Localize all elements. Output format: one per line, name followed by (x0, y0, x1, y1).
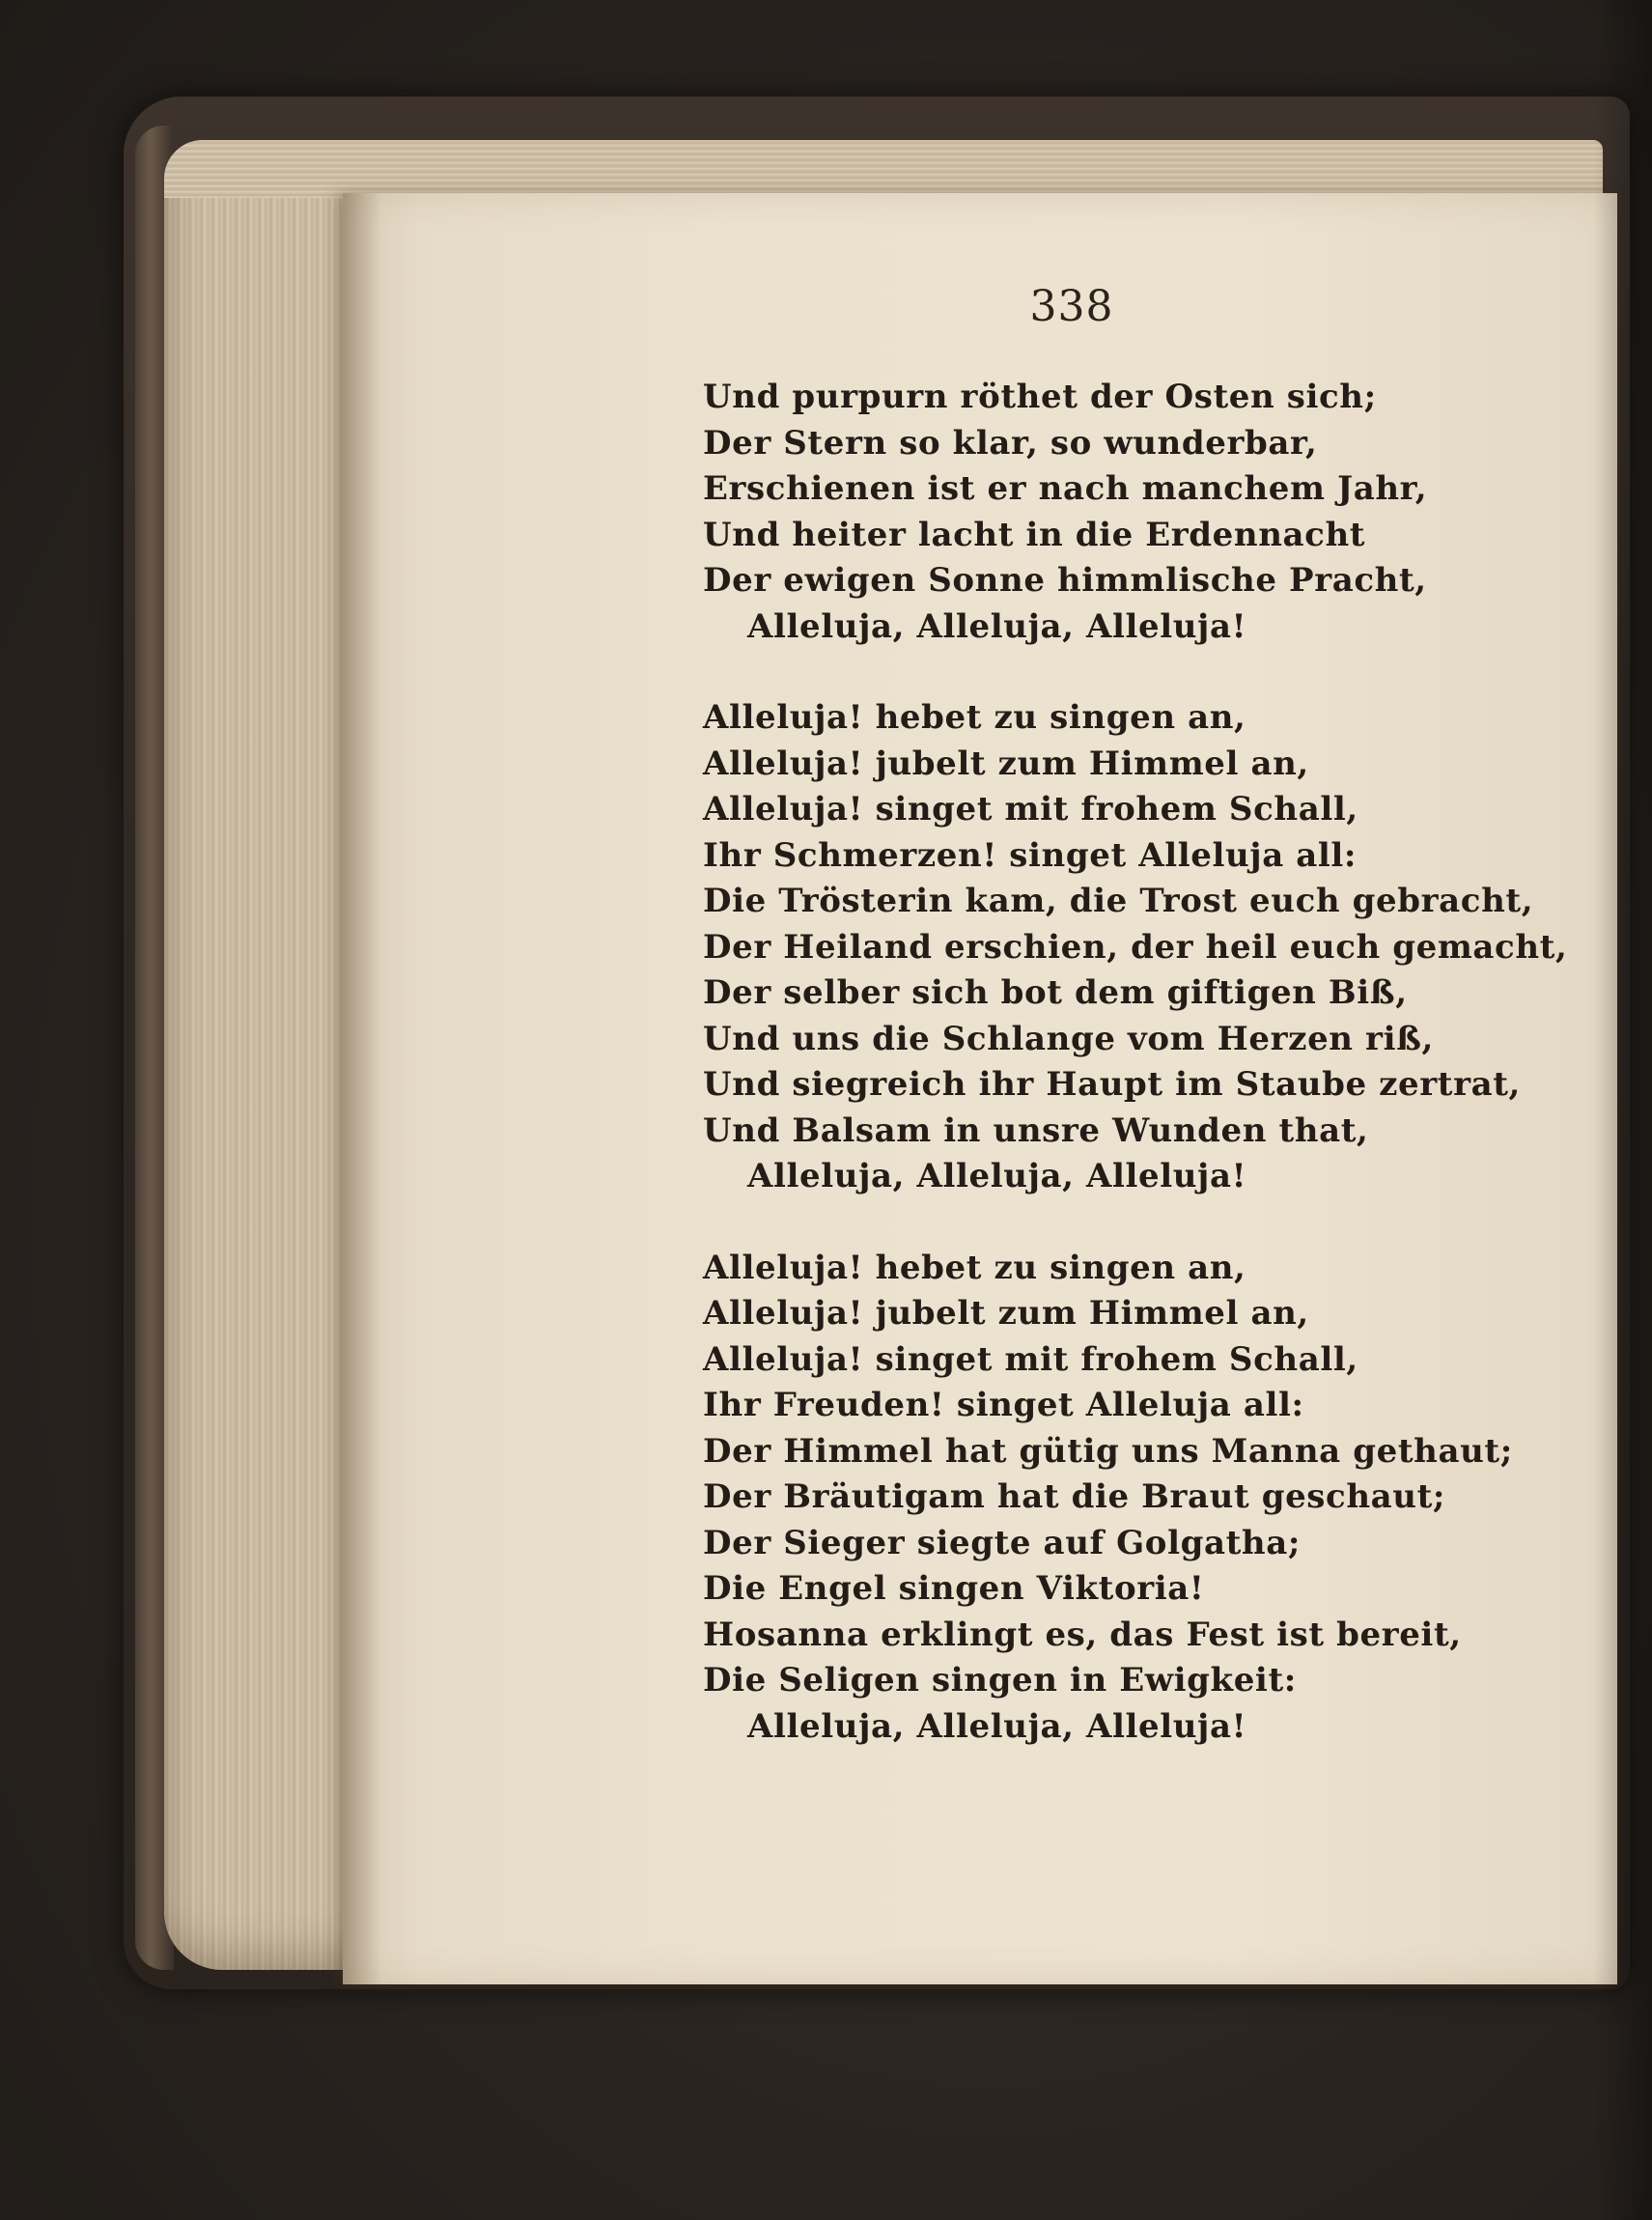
verse-line: Und purpurn röthet der Osten sich; (703, 378, 1377, 416)
verse-line: Ihr Schmerzen! singet Alleluja all: (703, 835, 1358, 875)
verse-line: Und siegreich ihr Haupt im Staube zertrat, (703, 1065, 1521, 1104)
stanza (703, 695, 1572, 1200)
verse-line: Der ewigen Sonne himmlische Pracht, (703, 561, 1427, 600)
verse-line: Die Trösterin kam, die Trost euch gebracht, (703, 882, 1534, 920)
page-gutter-shadow (343, 193, 381, 1984)
verse-line: Und uns die Schlange vom Herzen riß, (703, 1019, 1434, 1058)
verse-line: Die Seligen singen in Ewigkeit: (703, 1661, 1297, 1700)
verse-line: Alleluja! singet mit frohem Schall, (703, 790, 1358, 829)
refrain-line: Alleluja, Alleluja, Alleluja! (747, 606, 1247, 646)
verse-line: Der Bräutigam hat die Braut geschaut; (703, 1477, 1446, 1516)
verse-line: Die Engel singen Viktoria! (703, 1569, 1205, 1608)
verse-line: Der Sieger siegte auf Golgatha; (703, 1523, 1302, 1562)
verse-line: Alleluja! jubelt zum Himmel an, (703, 1294, 1309, 1333)
verse-line: Der Stern so klar, so wunderbar, (703, 423, 1318, 463)
verse-line: Und heiter lacht in die Erdennacht (703, 515, 1366, 554)
end-ornament (938, 2213, 1247, 2220)
verse-line: Alleluja! jubelt zum Himmel an, (703, 744, 1309, 783)
page-stack-top-edge (164, 140, 1603, 198)
verse-line: Alleluja! hebet zu singen an, (703, 698, 1246, 737)
verse-line: Hosanna erklingt es, das Fest ist bereit, (703, 1615, 1462, 1654)
stanza (703, 1246, 1572, 1751)
verse-line: Erschienen ist er nach manchem Jahr, (703, 469, 1428, 508)
refrain-line: Alleluja, Alleluja, Alleluja! (747, 1706, 1247, 1746)
verse-line: Der Himmel hat gütig uns Manna gethaut; (703, 1431, 1513, 1471)
verse-line: Der Heiland erschien, der heil euch gemacht, (703, 927, 1568, 967)
verse-line: Der selber sich bot dem giftigen Biß, (703, 973, 1408, 1012)
verse-line: Ihr Freuden! singet Alleluja all: (703, 1386, 1304, 1424)
refrain-line: Alleluja, Alleluja, Alleluja! (747, 1157, 1247, 1195)
stanza (703, 375, 1572, 650)
hymn-text (703, 375, 1572, 1750)
verse-line: Und Balsam in unsre Wunden that, (703, 1110, 1369, 1150)
flourish-ornament-icon (938, 2213, 1247, 2220)
verse-line: Alleluja! singet mit frohem Schall, (703, 1339, 1358, 1379)
photo-edge-shadow (1594, 0, 1652, 2220)
page-number: 338 (1029, 282, 1114, 331)
verse-line: Alleluja! hebet zu singen an, (703, 1248, 1246, 1287)
